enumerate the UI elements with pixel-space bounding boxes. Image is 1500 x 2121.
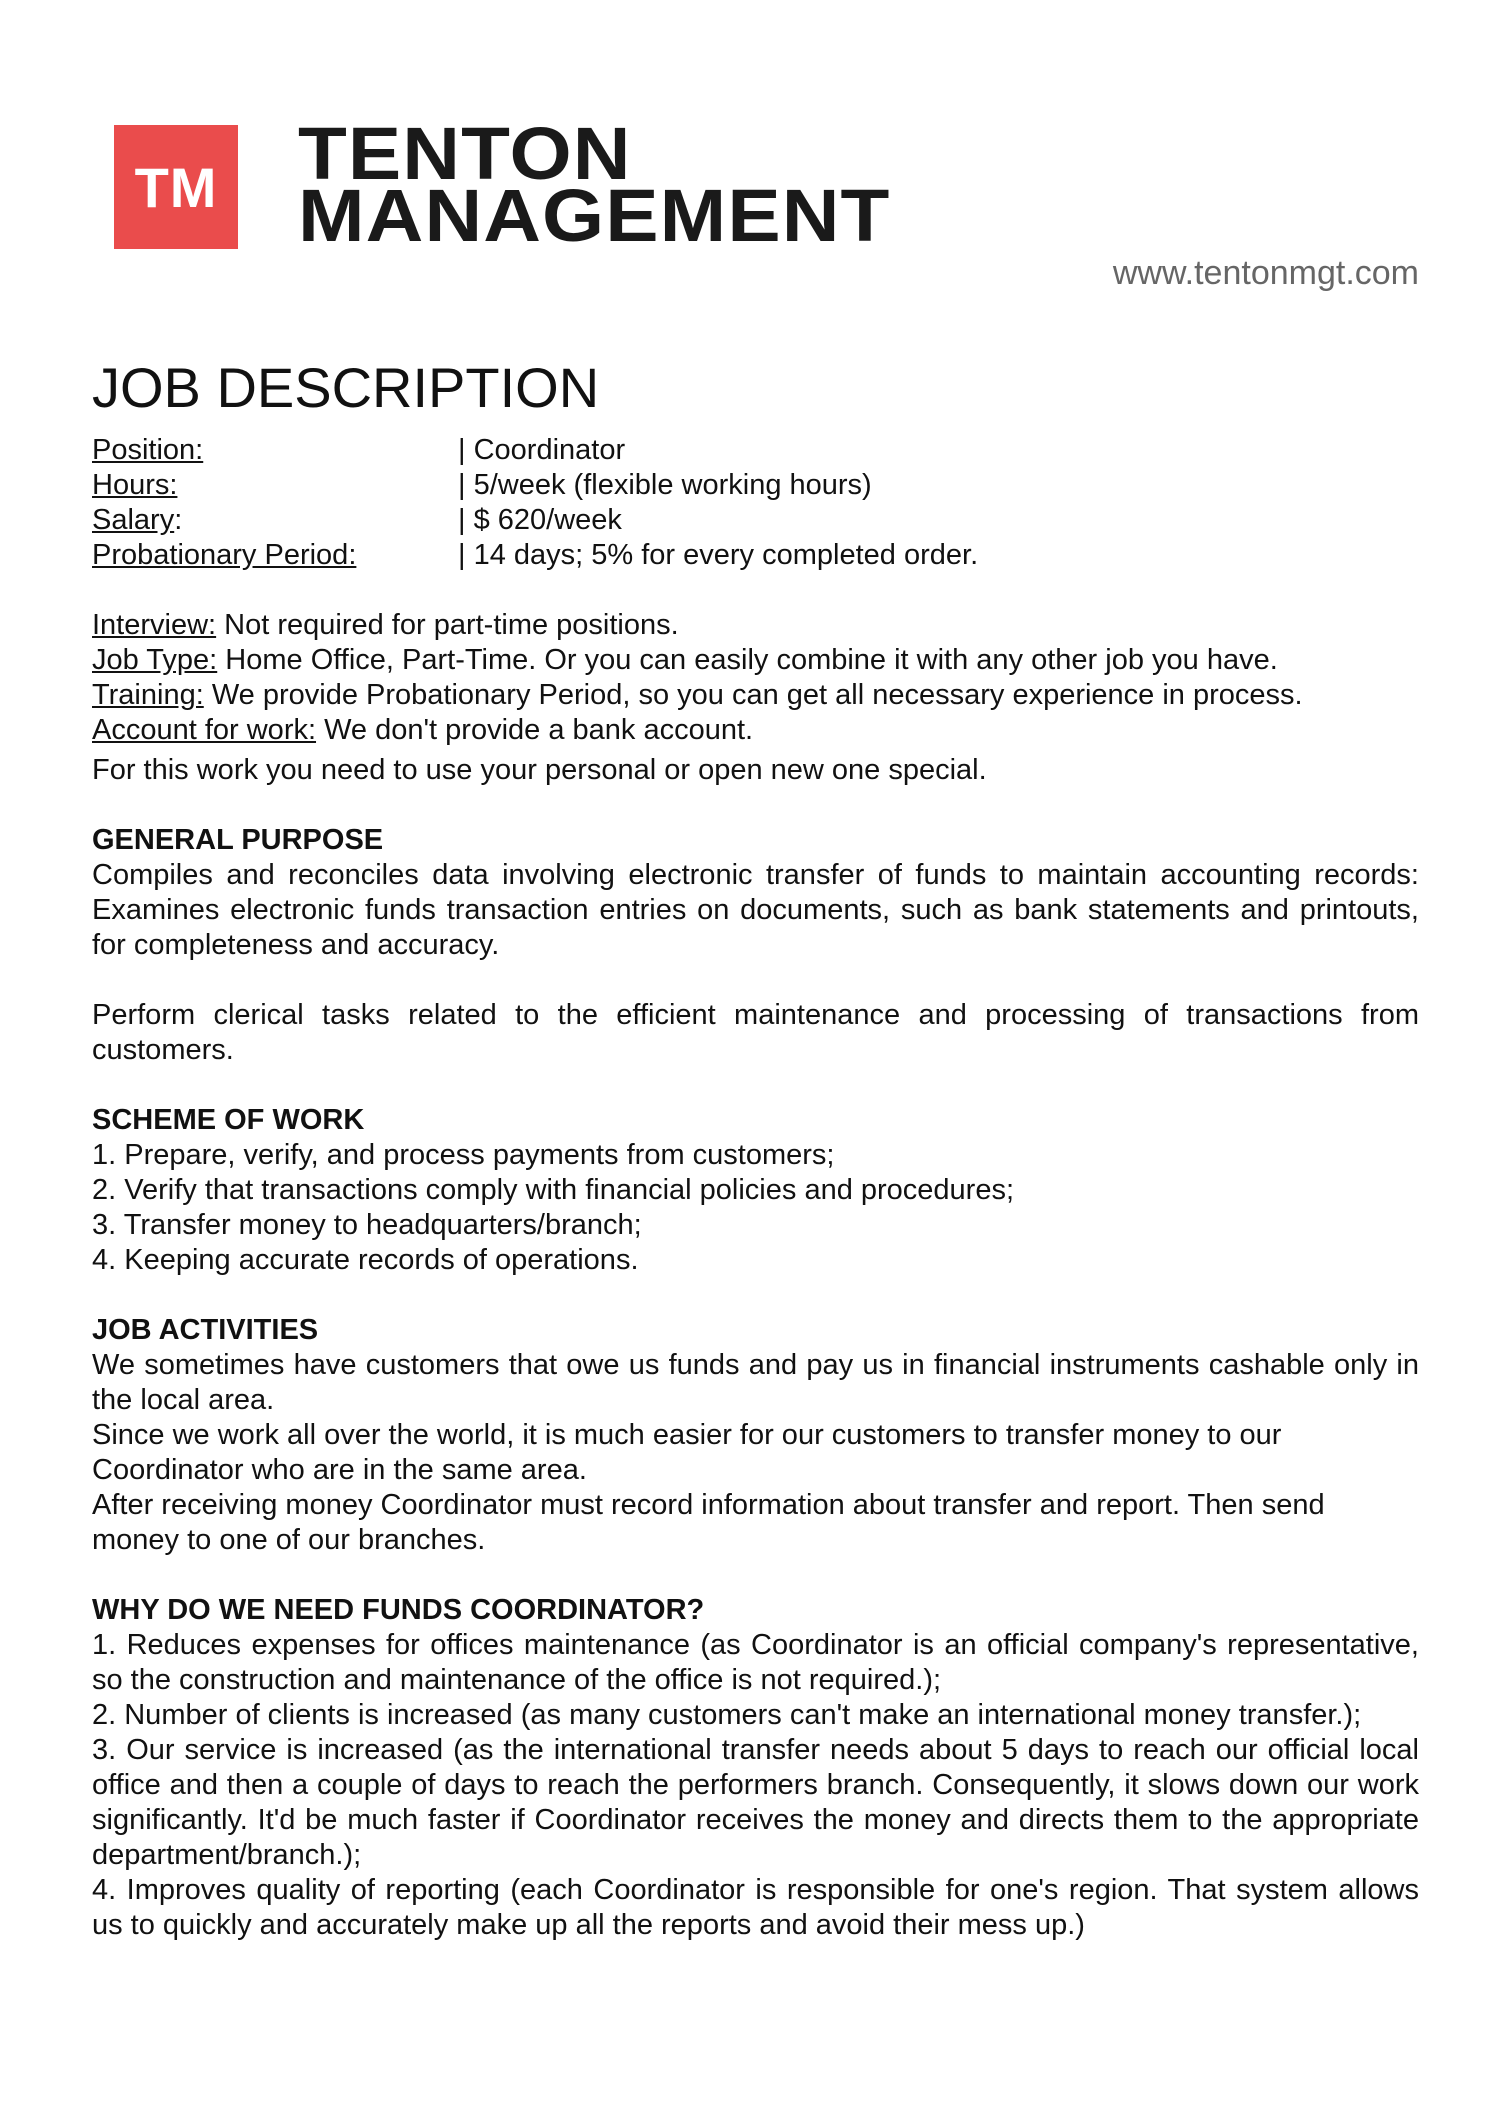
detail-row-probation (92, 538, 1419, 573)
list-item: 1. Reduces expenses for offices maintenance (as Coordinator is an official company's representative, so the construction and maintenance of the office is not required.); (92, 1629, 1419, 1696)
info-account (92, 713, 1419, 748)
page-title: JOB DESCRIPTION (92, 356, 600, 419)
section-paragraph: After receiving money Coordinator must record information about transfer and report. Then send money to one of our branches. (92, 1489, 1325, 1556)
job-details (92, 433, 1419, 573)
section-heading: JOB ACTIVITIES (92, 1314, 319, 1346)
list-item: 1. Prepare, verify, and process payments from customers; (92, 1139, 835, 1171)
info-label: Job Type: (92, 644, 218, 676)
list-item: 4. Keeping accurate records of operations. (92, 1244, 639, 1276)
list-item: 4. Improves quality of reporting (each Coordinator is responsible for one's region. That system allows us to quickly and accurately make up all the reports and avoid their mess up.) (92, 1874, 1419, 1941)
section-paragraph: Since we work all over the world, it is much easier for our customers to transfer money to our Coordinator who are in the same area. (92, 1419, 1282, 1486)
list-item: 2. Verify that transactions comply with financial policies and procedures; (92, 1174, 1015, 1206)
detail-row-position (92, 433, 1419, 468)
section-heading: GENERAL PURPOSE (92, 824, 384, 856)
info-interview (92, 608, 1419, 643)
section-scheme-of-work (92, 1103, 1419, 1278)
why-list (92, 1628, 1419, 1943)
list-item: 3. Transfer money to headquarters/branch; (92, 1209, 642, 1241)
info-training (92, 678, 1419, 713)
logo-wordmark (298, 112, 891, 257)
info-text: Home Office, Part-Time. Or you can easily combine it with any other job you have. (217, 644, 1278, 676)
logo-mark: TM (114, 125, 238, 249)
section-paragraph: We sometimes have customers that owe us funds and pay us in financial instruments cashable only in the local area. (92, 1349, 1419, 1416)
info-note: For this work you need to use your personal or open new one special. (92, 754, 987, 786)
detail-label: Position: (92, 434, 204, 466)
detail-value: | Coordinator (458, 434, 626, 466)
detail-value: | $ 620/week (458, 504, 622, 536)
section-why-coordinator (92, 1593, 1419, 1943)
logo-line-2: MANAGEMENT (298, 174, 891, 257)
section-general-purpose (92, 823, 1419, 1068)
detail-value: | 14 days; 5% for every completed order. (458, 539, 979, 571)
document-body (92, 355, 1419, 1943)
info-text: Not required for part-time positions. (216, 609, 679, 641)
detail-row-salary (92, 503, 1419, 538)
info-label: Interview: (92, 609, 217, 641)
logo-line-1: TENTON (298, 112, 632, 195)
list-item: 2. Number of clients is increased (as many customers can't make an international money transfer.); (92, 1699, 1362, 1731)
detail-label: Hours: (92, 469, 178, 501)
section-paragraph: Compiles and reconciles data involving electronic transfer of funds to maintain accounting records: Examines electronic funds transaction entries on documents, such as bank statements and printouts, for completeness and accuracy. (92, 859, 1419, 961)
detail-label: Salary (92, 504, 175, 536)
section-heading: WHY DO WE NEED FUNDS COORDINATOR? (92, 1594, 705, 1626)
section-paragraph: Perform clerical tasks related to the efficient maintenance and processing of transactions from customers. (92, 999, 1419, 1066)
info-label: Account for work: (92, 714, 317, 746)
info-text: We don't provide a bank account. (316, 714, 754, 746)
section-job-activities (92, 1313, 1419, 1558)
info-text: We provide Probationary Period, so you can get all necessary experience in process. (203, 679, 1303, 711)
scheme-list (92, 1138, 1419, 1278)
info-label: Training: (92, 679, 204, 711)
website-url: www.tentonmgt.com (1112, 254, 1419, 292)
list-item: 3. Our service is increased (as the international transfer needs about 5 days to reach our official local office and then a couple of days to reach the performers branch. Consequently, it slows down our work significantly. It'd be much faster if Coordinator receives the money and directs them to the appropriate department/branch.); (92, 1734, 1419, 1871)
detail-label: Probationary Period: (92, 539, 357, 571)
job-info (92, 608, 1419, 788)
detail-label-suffix: : (174, 504, 183, 536)
detail-value: | 5/week (flexible working hours) (458, 469, 872, 501)
company-logo (114, 112, 891, 257)
section-heading: SCHEME OF WORK (92, 1104, 365, 1136)
info-job-type (92, 643, 1419, 678)
detail-row-hours (92, 468, 1419, 503)
